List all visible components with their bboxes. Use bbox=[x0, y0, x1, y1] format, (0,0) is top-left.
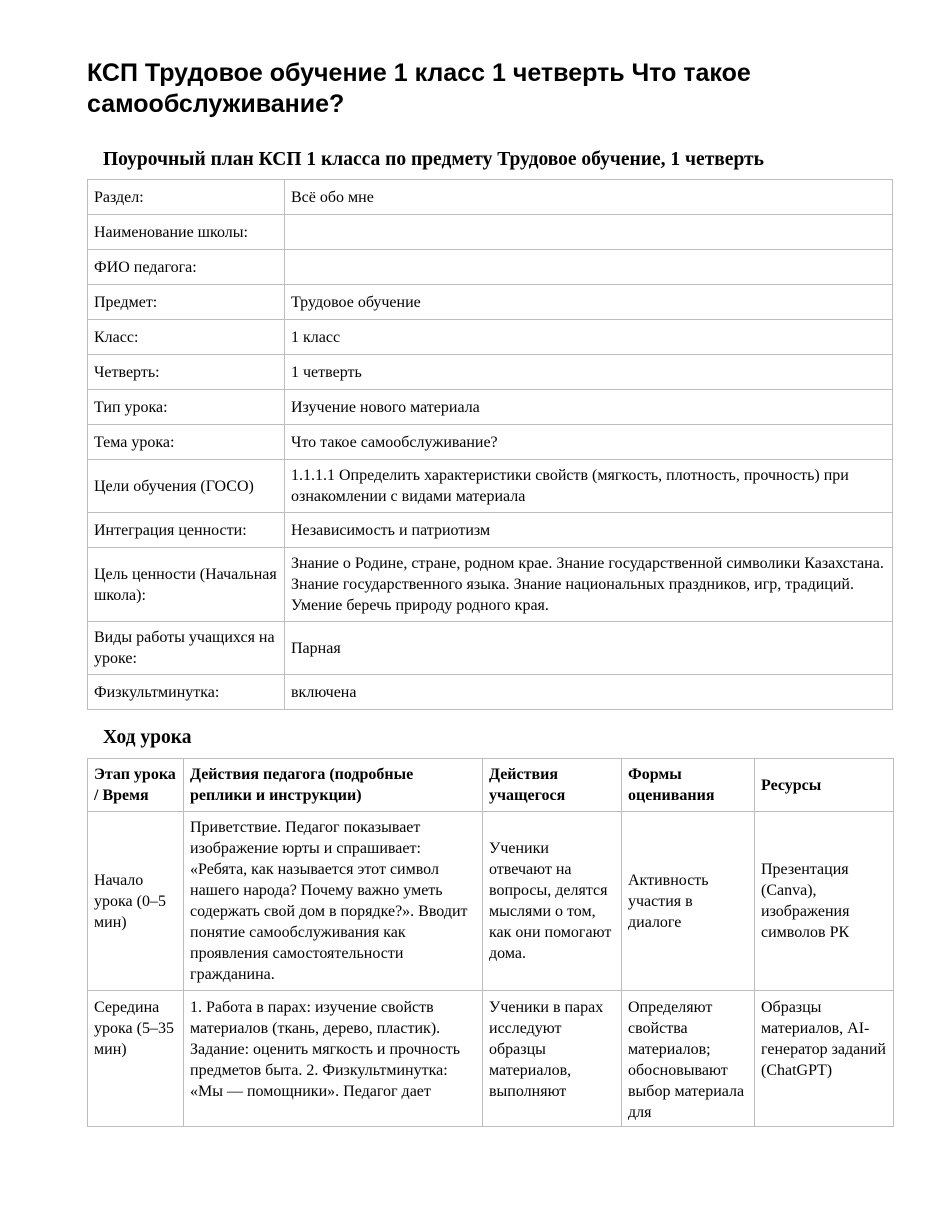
info-row-physical-break bbox=[88, 675, 893, 710]
stage-cell bbox=[88, 991, 184, 1127]
column-header-student: Действия учащегося bbox=[483, 759, 622, 812]
resources-cell bbox=[755, 991, 894, 1127]
assessment-cell: Активность участия в диалоге bbox=[622, 812, 755, 991]
resources-text: Образцы материалов, AI-генератор заданий (ChatGPT) bbox=[761, 999, 886, 1079]
info-row-subject bbox=[88, 285, 893, 320]
info-label: Виды работы учащихся на уроке: bbox=[88, 622, 285, 675]
info-label: ФИО педагога: bbox=[88, 250, 285, 285]
info-value: Что такое самообслуживание? bbox=[285, 425, 893, 460]
student-actions-text: Ученики в парах исследуют образцы материалов, выполняют bbox=[489, 999, 604, 1100]
info-row-grade bbox=[88, 320, 893, 355]
table-row bbox=[88, 991, 894, 1127]
assessment-text: Определяют свойства материалов; обосновывают выбор материала для bbox=[628, 999, 745, 1121]
info-value: 1 класс bbox=[285, 320, 893, 355]
table-header-row bbox=[88, 759, 894, 812]
column-header-stage: Этап урока / Время bbox=[88, 759, 184, 812]
lesson-heading: Ход урока bbox=[103, 727, 192, 748]
info-value bbox=[285, 215, 893, 250]
document-title: КСП Трудовое обучение 1 класс 1 четверть Что такое самообслуживание? bbox=[87, 59, 751, 118]
info-value: включена bbox=[285, 675, 893, 710]
plan-heading: Поурочный план КСП 1 класса по предмету Трудовое обучение, 1 четверть bbox=[103, 149, 764, 170]
info-row-quarter bbox=[88, 355, 893, 390]
info-label: Предмет: bbox=[88, 285, 285, 320]
teacher-actions-cell: Приветствие. Педагог показывает изображение юрты и спрашивает: «Ребята, как называется этот символ нашего народа? Почему важно уметь содержать свой дом в порядке?». Вводит понятие самообслуживания как проявления самостоятельности гражданина. bbox=[184, 812, 483, 991]
info-label: Цель ценности (Начальная школа): bbox=[88, 548, 285, 622]
student-actions-cell: Ученики отвечают на вопросы, делятся мыслями о том, как они помогают дома. bbox=[483, 812, 622, 991]
lesson-flow-table bbox=[87, 758, 894, 1127]
info-label: Тип урока: bbox=[88, 390, 285, 425]
student-actions-cell bbox=[483, 991, 622, 1127]
info-label: Физкультминутка: bbox=[88, 675, 285, 710]
info-value: Знание о Родине, стране, родном крае. Знание государственной символики Казахстана. Знание государственного языка. Знание национальных праздников, игр, традиций. Умение беречь природу родного края. bbox=[285, 548, 893, 622]
info-label: Раздел: bbox=[88, 180, 285, 215]
info-value: 1 четверть bbox=[285, 355, 893, 390]
info-row-value-integration bbox=[88, 513, 893, 548]
table-row bbox=[88, 812, 894, 991]
info-row-section bbox=[88, 180, 893, 215]
assessment-cell bbox=[622, 991, 755, 1127]
info-value bbox=[285, 250, 893, 285]
stage-text: Середина урока (5–35 мин) bbox=[94, 999, 174, 1058]
info-row-lesson-type bbox=[88, 390, 893, 425]
info-value: Трудовое обучение bbox=[285, 285, 893, 320]
document-page bbox=[87, 58, 893, 1127]
info-value: Изучение нового материала bbox=[285, 390, 893, 425]
info-label: Тема урока: bbox=[88, 425, 285, 460]
resources-cell: Презентация (Canva), изображения символов РК bbox=[755, 812, 894, 991]
info-label: Наименование школы: bbox=[88, 215, 285, 250]
info-row-value-goal bbox=[88, 548, 893, 622]
info-row-teacher bbox=[88, 250, 893, 285]
info-label: Интеграция ценности: bbox=[88, 513, 285, 548]
column-header-teacher: Действия педагога (подробные реплики и инструкции) bbox=[184, 759, 483, 812]
info-row-work-types bbox=[88, 622, 893, 675]
teacher-actions-text: 1. Работа в парах: изучение свойств материалов (ткань, дерево, пластик). Задание: оценить мягкость и прочность предметов быта. 2. Физкультминутка: «Мы — помощники». Педагог дает bbox=[190, 999, 461, 1100]
column-header-assessment: Формы оценивания bbox=[622, 759, 755, 812]
column-header-resources: Ресурсы bbox=[755, 759, 894, 812]
teacher-actions-cell bbox=[184, 991, 483, 1127]
info-row-learning-goals bbox=[88, 460, 893, 513]
lesson-info-table bbox=[87, 179, 893, 710]
info-row-topic bbox=[88, 425, 893, 460]
info-label: Класс: bbox=[88, 320, 285, 355]
info-value: Независимость и патриотизм bbox=[285, 513, 893, 548]
info-row-school bbox=[88, 215, 893, 250]
info-label: Цели обучения (ГОСО) bbox=[88, 460, 285, 513]
info-label: Четверть: bbox=[88, 355, 285, 390]
info-value: Всё обо мне bbox=[285, 180, 893, 215]
stage-cell: Начало урока (0–5 мин) bbox=[88, 812, 184, 991]
info-value: Парная bbox=[285, 622, 893, 675]
info-value: 1.1.1.1 Определить характеристики свойств (мягкость, плотность, прочность) при ознакомлении с видами материала bbox=[285, 460, 893, 513]
